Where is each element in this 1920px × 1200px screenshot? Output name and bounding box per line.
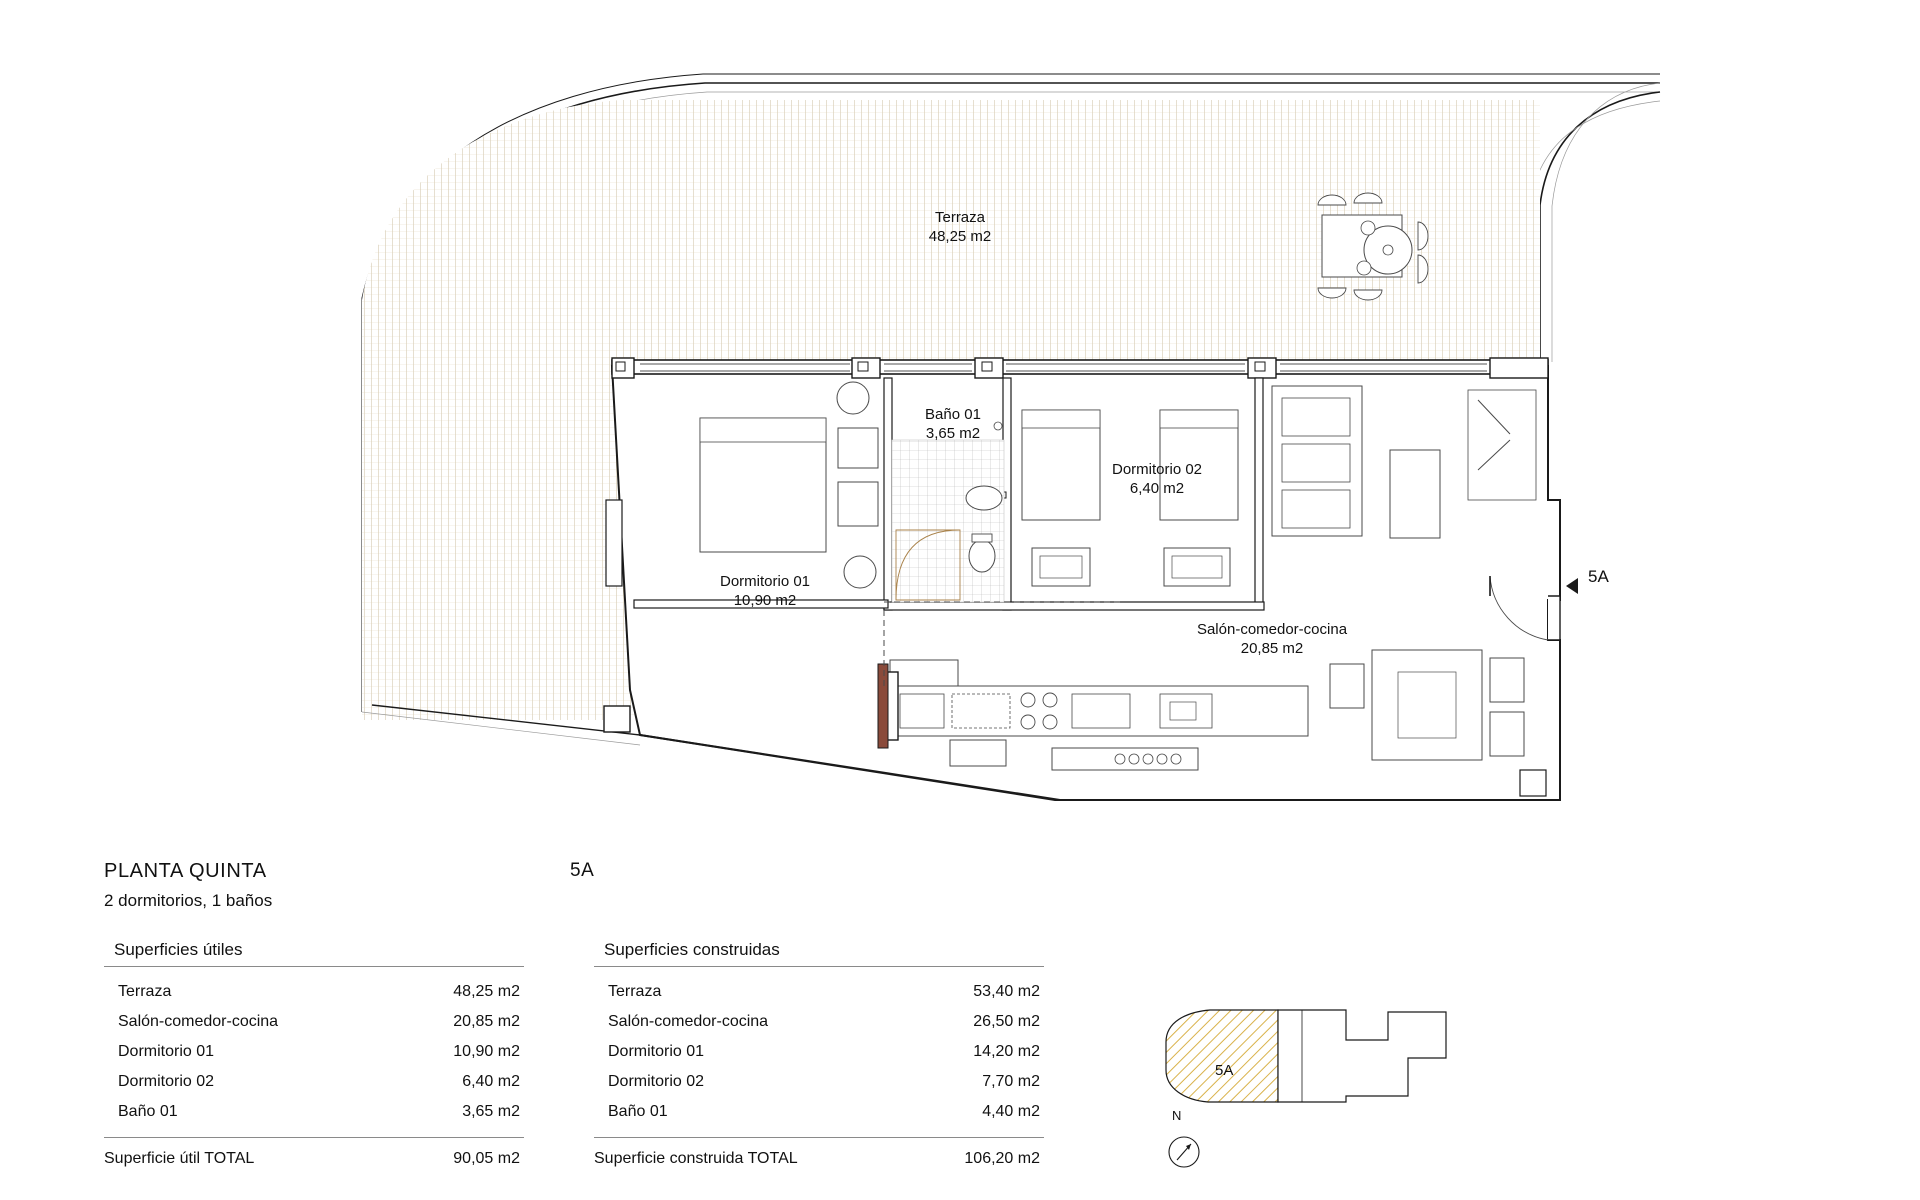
- key-plan-unit-label: 5A: [1215, 1062, 1234, 1079]
- room-label-dormitorio-01: Dormitorio 01 10,90 m2: [719, 573, 811, 609]
- legend-header: [104, 860, 1164, 911]
- table-superficies-construidas: [594, 940, 1044, 1174]
- divider: [104, 1137, 524, 1138]
- room-label-bano-01: Baño 01 3,65 m2: [925, 406, 981, 442]
- unit-tag-plan: 5A: [1588, 567, 1609, 586]
- table-heading-construidas: Superficies construidas: [604, 940, 780, 959]
- table-superficies-utiles: [104, 940, 524, 1174]
- room-label-salon-comedor-cocina: Salón-comedor-cocina 20,85 m2: [1196, 621, 1348, 657]
- room-label-terraza: Terraza 48,25 m2: [928, 209, 992, 245]
- entrance-arrow: [1566, 578, 1578, 594]
- divider: [594, 1137, 1044, 1138]
- table-row: Terraza 48,25 m2: [118, 983, 520, 1000]
- table-row: Dormitorio 02 7,70 m2: [608, 1073, 1040, 1090]
- legend-unit-code: 5A: [570, 860, 595, 881]
- table-total-row: Superficie construida TOTAL 106,20 m2: [594, 1150, 1040, 1167]
- compass-north-label: N: [1172, 1108, 1182, 1123]
- table-row: Dormitorio 01 14,20 m2: [608, 1043, 1040, 1060]
- room-label-dormitorio-02: Dormitorio 02 6,40 m2: [1111, 461, 1203, 497]
- table-heading-utiles: Superficies útiles: [114, 940, 243, 959]
- table-total-row: Superficie útil TOTAL 90,05 m2: [104, 1150, 520, 1167]
- table-row: Dormitorio 02 6,40 m2: [118, 1073, 520, 1090]
- table-row: Baño 01 3,65 m2: [118, 1103, 520, 1120]
- divider: [594, 966, 1044, 967]
- floor-title: PLANTA QUINTA: [104, 860, 267, 882]
- key-plan: [1150, 1000, 1470, 1180]
- legend-subtitle: 2 dormitorios, 1 baños: [104, 891, 273, 910]
- bathroom-01-fittings: [892, 422, 1004, 602]
- table-row: Dormitorio 01 10,90 m2: [118, 1043, 520, 1060]
- table-row: Baño 01 4,40 m2: [608, 1103, 1040, 1120]
- table-row: Terraza 53,40 m2: [608, 983, 1040, 1000]
- table-row: Salón-comedor-cocina 26,50 m2: [608, 1013, 1040, 1030]
- divider: [104, 966, 524, 967]
- table-row: Salón-comedor-cocina 20,85 m2: [118, 1013, 520, 1030]
